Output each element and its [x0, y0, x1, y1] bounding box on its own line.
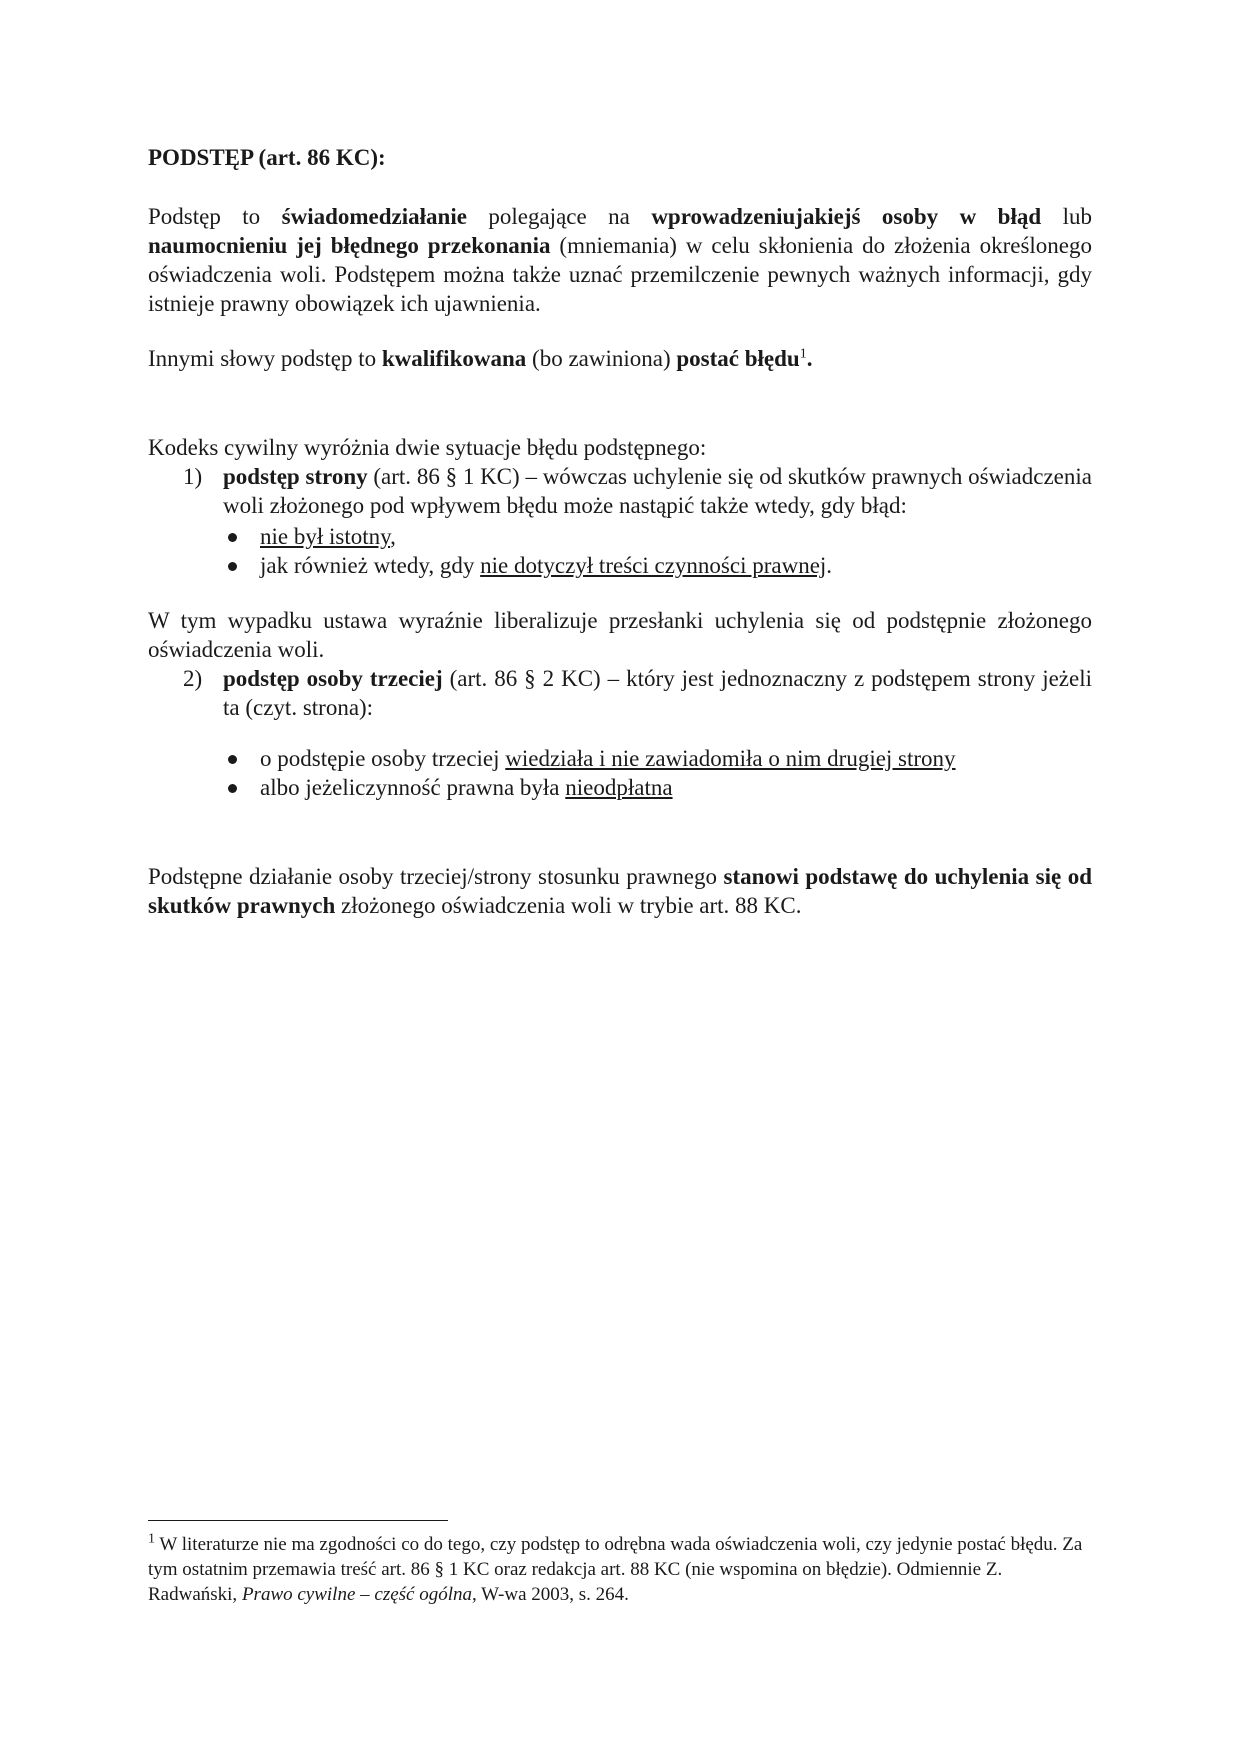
text: lub [1041, 204, 1092, 229]
text: , [390, 524, 396, 549]
situations-list [148, 462, 1092, 580]
text: Podstępne działanie osoby trzeciej/strony stosunku prawnego [148, 864, 724, 889]
definition-paragraph [148, 202, 1092, 318]
text: . [806, 346, 813, 371]
bold-term: wprowadzeniujakiejś osoby w błąd [651, 204, 1042, 229]
text: (mniemania) w celu skłonienia do złożenia określonego oświadczenia woli. Podstępem można także uznać przemilczenie pewnych ważnych informacji, gdy istnieje prawny obowiązek ich ujawnienia. [148, 233, 1092, 316]
text: jak również wtedy, gdy [260, 553, 481, 578]
footnote [148, 1532, 1092, 1607]
text: albo jeżeliczynność prawna była [260, 775, 566, 800]
footnote-separator [148, 1520, 448, 1521]
text: (art. 86 § 1 KC) – wówczas uchylenie się od skutków prawnych oświadczenia woli złożonego pod wpływem błędu może nastąpić także wtedy, gdy błąd: [223, 464, 1092, 518]
summary-paragraph [148, 344, 1092, 373]
list-item [148, 664, 1092, 802]
text: złożonego oświadczenia woli w trybie art. 88 KC. [335, 893, 802, 918]
text: . [826, 553, 833, 578]
bullet-item [223, 551, 1092, 580]
text: o podstępie osoby trzeciej [260, 746, 506, 771]
underlined-text: nie był istotny [260, 524, 391, 549]
text: , W-wa 2003, s. 264. [472, 1584, 629, 1605]
conclusion-paragraph [148, 862, 1092, 920]
bullet-item [223, 773, 1092, 802]
bold-term: świadomedziałanie [281, 204, 467, 229]
bold-term: kwalifikowana [381, 346, 527, 371]
list-item [148, 462, 1092, 580]
underlined-text: nieodpłatna [565, 775, 673, 800]
text: polegające na [466, 204, 652, 229]
underlined-text: wiedziała i nie zawiadomiła o nim drugiej strony [505, 746, 956, 771]
underlined-text: nie dotyczył treści czynności prawnej [480, 553, 827, 578]
intro-paragraph: Kodeks cywilny wyróżnia dwie sytuacje błędu podstępnego: [148, 435, 707, 460]
list-number: 1) [183, 464, 203, 489]
text: Innymi słowy podstęp to [148, 346, 382, 371]
bold-term: naumocnieniu jej błędnego przekonania [148, 233, 551, 258]
bullet-item [223, 522, 1092, 551]
text: (art. 86 § 2 KC) – który jest jednoznaczny z podstępem strony jeżeli ta (czyt. strona): [223, 666, 1093, 720]
situations-list [148, 664, 1092, 802]
bold-term: podstęp osoby trzeciej [223, 666, 443, 691]
bold-term: podstęp strony [223, 464, 368, 489]
text: (bo zawiniona) [526, 346, 677, 371]
bold-term: stanowi podstawę do uchylenia się od skutków prawnych [148, 864, 1092, 918]
text: W literaturze nie ma zgodności co do tego, czy podstęp to odrębna wada oświadczenia woli, czy jedynie postać błędu. Za tym ostatnim przemawia treść art. 86 § 1 KC oraz redakcja art. 88 KC (nie wspomina on błędzie). Odmiennie Z. Radwański, [148, 1534, 1083, 1605]
text: Podstęp to [148, 204, 282, 229]
page-title: PODSTĘP (art. 86 KC): [148, 145, 386, 170]
bold-term: postać błędu [676, 346, 800, 371]
footnote-number: 1 [148, 1531, 155, 1547]
list-number: 2) [183, 666, 203, 691]
liberalization-paragraph: W tym wypadku ustawa wyraźnie liberalizuje przesłanki uchylenia się od podstępnie złożonego oświadczenia woli. [148, 608, 1092, 662]
bullet-list [223, 744, 1092, 802]
document-body [148, 143, 1092, 920]
bullet-item [223, 744, 1092, 773]
book-title: Prawo cywilne – część ogólna [241, 1584, 473, 1605]
footnote-ref[interactable]: 1 [799, 346, 807, 362]
bullet-list [223, 522, 1092, 580]
